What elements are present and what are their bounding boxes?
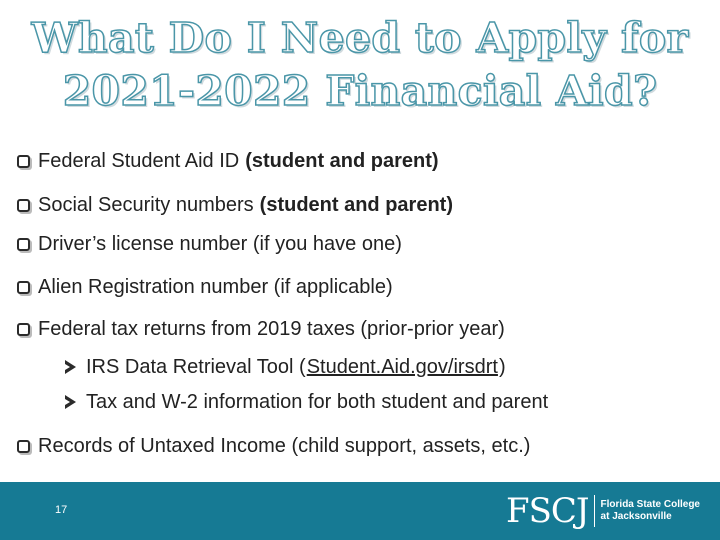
bullet-item	[17, 190, 453, 220]
bullet-item	[17, 229, 402, 259]
bullet-bold-text: (student and parent)	[259, 193, 453, 216]
title-line-2: 2021-2022 Financial Aid?	[62, 67, 658, 115]
bullet-bold-text: (student and parent)	[245, 149, 439, 172]
slide-title	[0, 12, 720, 118]
arrow-right-icon	[65, 395, 76, 409]
bullet-text: Records of Untaxed Income (child support, assets, etc.)	[38, 434, 531, 457]
logo-mark: FSCJ	[506, 491, 589, 531]
checkbox-square-icon	[17, 440, 30, 453]
logo-line-2: at Jacksonville	[600, 511, 672, 522]
sub-bullet-prefix: IRS Data Retrieval Tool (	[86, 355, 306, 378]
bullet-item	[17, 272, 393, 302]
sub-bullet-suffix: )	[498, 355, 506, 378]
bullet-item	[17, 146, 439, 176]
logo-line-1: Florida State College	[600, 499, 700, 510]
arrow-right-icon	[65, 360, 76, 374]
sub-bullet-item	[65, 352, 506, 382]
bullet-text: Federal tax returns from 2019 taxes (prior-prior year)	[38, 317, 505, 340]
logo-text	[601, 499, 700, 523]
title-line-1: What Do I Need to Apply for	[31, 14, 689, 62]
checkbox-square-icon	[17, 281, 30, 294]
page-number: 17	[55, 504, 68, 516]
bullet-text: Alien Registration number (if applicable)	[38, 275, 393, 298]
bullet-text: Driver’s license number (if you have one)	[38, 232, 402, 255]
fscj-logo	[506, 490, 700, 532]
bullet-text: Federal Student Aid ID	[38, 149, 240, 172]
logo-divider	[594, 495, 595, 527]
checkbox-square-icon	[17, 155, 30, 168]
sub-bullet-item	[65, 387, 548, 417]
checkbox-square-icon	[17, 199, 30, 212]
bullet-item	[17, 314, 505, 344]
bullet-item	[17, 431, 530, 461]
checkbox-square-icon	[17, 238, 30, 251]
footer-bar	[0, 482, 720, 540]
irsdrt-link[interactable]: Student.Aid.gov/irsdrt	[306, 355, 498, 378]
bullet-text: Social Security numbers	[38, 193, 254, 216]
checkbox-square-icon	[17, 323, 30, 336]
sub-bullet-text: Tax and W-2 information for both student and parent	[86, 390, 549, 413]
